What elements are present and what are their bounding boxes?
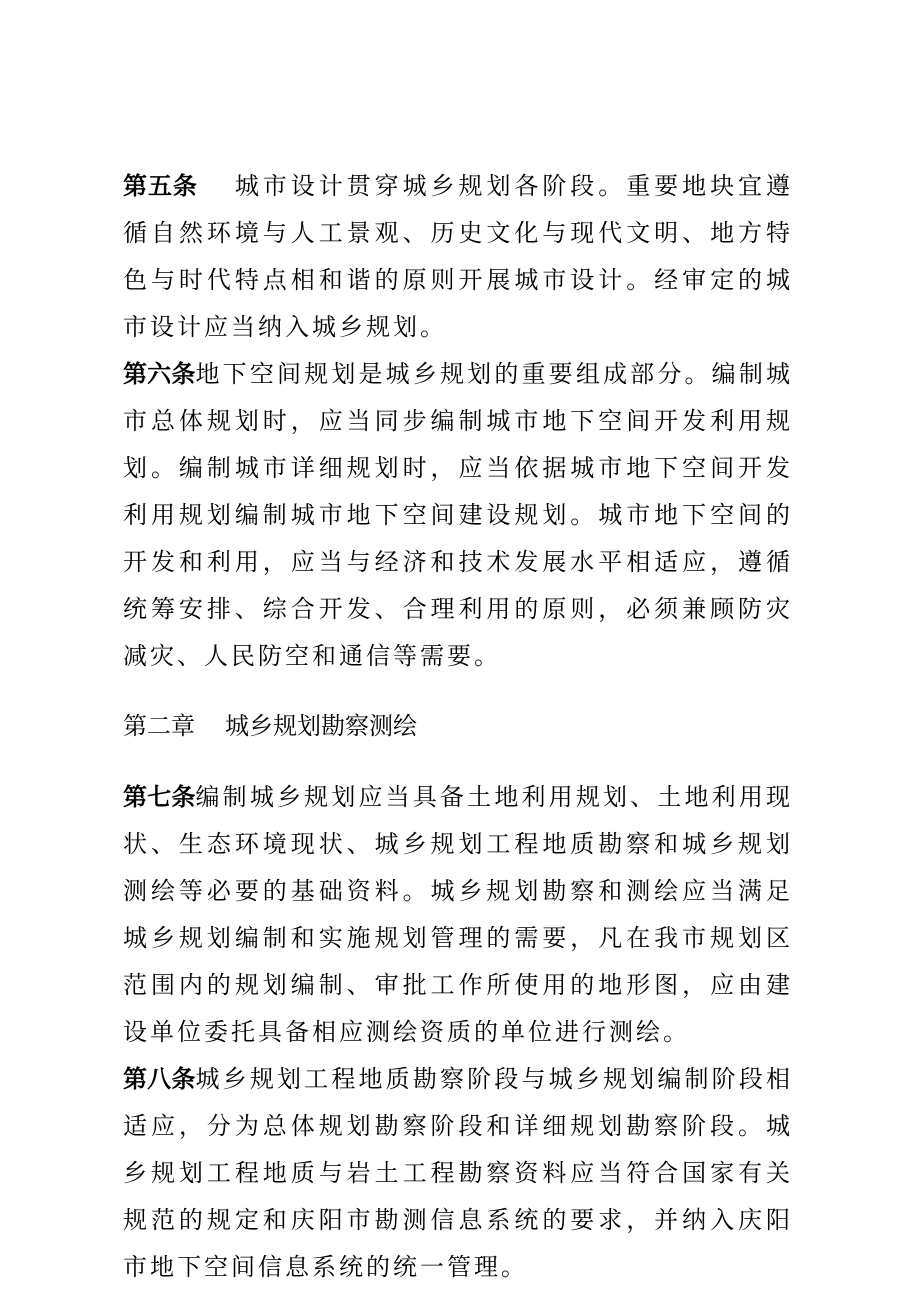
document-page	[123, 163, 793, 1291]
article-7-text: 编制城乡规划应当具备土地利用规划、土地利用现状、生态环境现状、城乡规划工程地质勘察和城乡规划测绘等必要的基础资料。城乡规划勘察和测绘应当满足城乡规划编制和实施规划管理的需要，凡在我市规划区范围内的规划编制、审批工作所使用的地形图，应由建设单位委托具备相应测绘资质的单位进行测绘。	[123, 783, 793, 1046]
article-6-label: 第六条	[123, 360, 196, 388]
article-5	[123, 163, 793, 351]
article-8-label: 第八条	[123, 1065, 196, 1093]
article-6	[123, 351, 793, 680]
article-5-text: 城市设计贯穿城乡规划各阶段。重要地块宜遵循自然环境与人工景观、历史文化与现代文明、地方特色与时代特点相和谐的原则开展城市设计。经审定的城市设计应当纳入城乡规划。	[123, 172, 794, 341]
article-5-label: 第五条	[123, 172, 198, 200]
article-7	[123, 774, 793, 1056]
chapter-number: 第二章	[123, 712, 195, 740]
chapter-title: 城乡规划勘察测绘	[225, 712, 417, 740]
article-7-label: 第七条	[123, 783, 196, 811]
article-6-text: 地下空间规划是城乡规划的重要组成部分。编制城市总体规划时，应当同步编制城市地下空间开发利用规划。编制城市详细规划时，应当依据城市地下空间开发利用规划编制城市地下空间建设规划。城市地下空间的开发和利用，应当与经济和技术发展水平相适应，遵循统筹安排、综合开发、合理利用的原则，必须兼顾防灾减灾、人民防空和通信等需要。	[123, 360, 793, 670]
chapter-heading	[123, 703, 793, 750]
article-8-text: 城乡规划工程地质勘察阶段与城乡规划编制阶段相适应，分为总体规划勘察阶段和详细规划勘察阶段。城乡规划工程地质与岩土工程勘察资料应当符合国家有关规范的规定和庆阳市勘测信息系统的要求，并纳入庆阳市地下空间信息系统的统一管理。	[123, 1065, 793, 1281]
article-8	[123, 1056, 793, 1291]
